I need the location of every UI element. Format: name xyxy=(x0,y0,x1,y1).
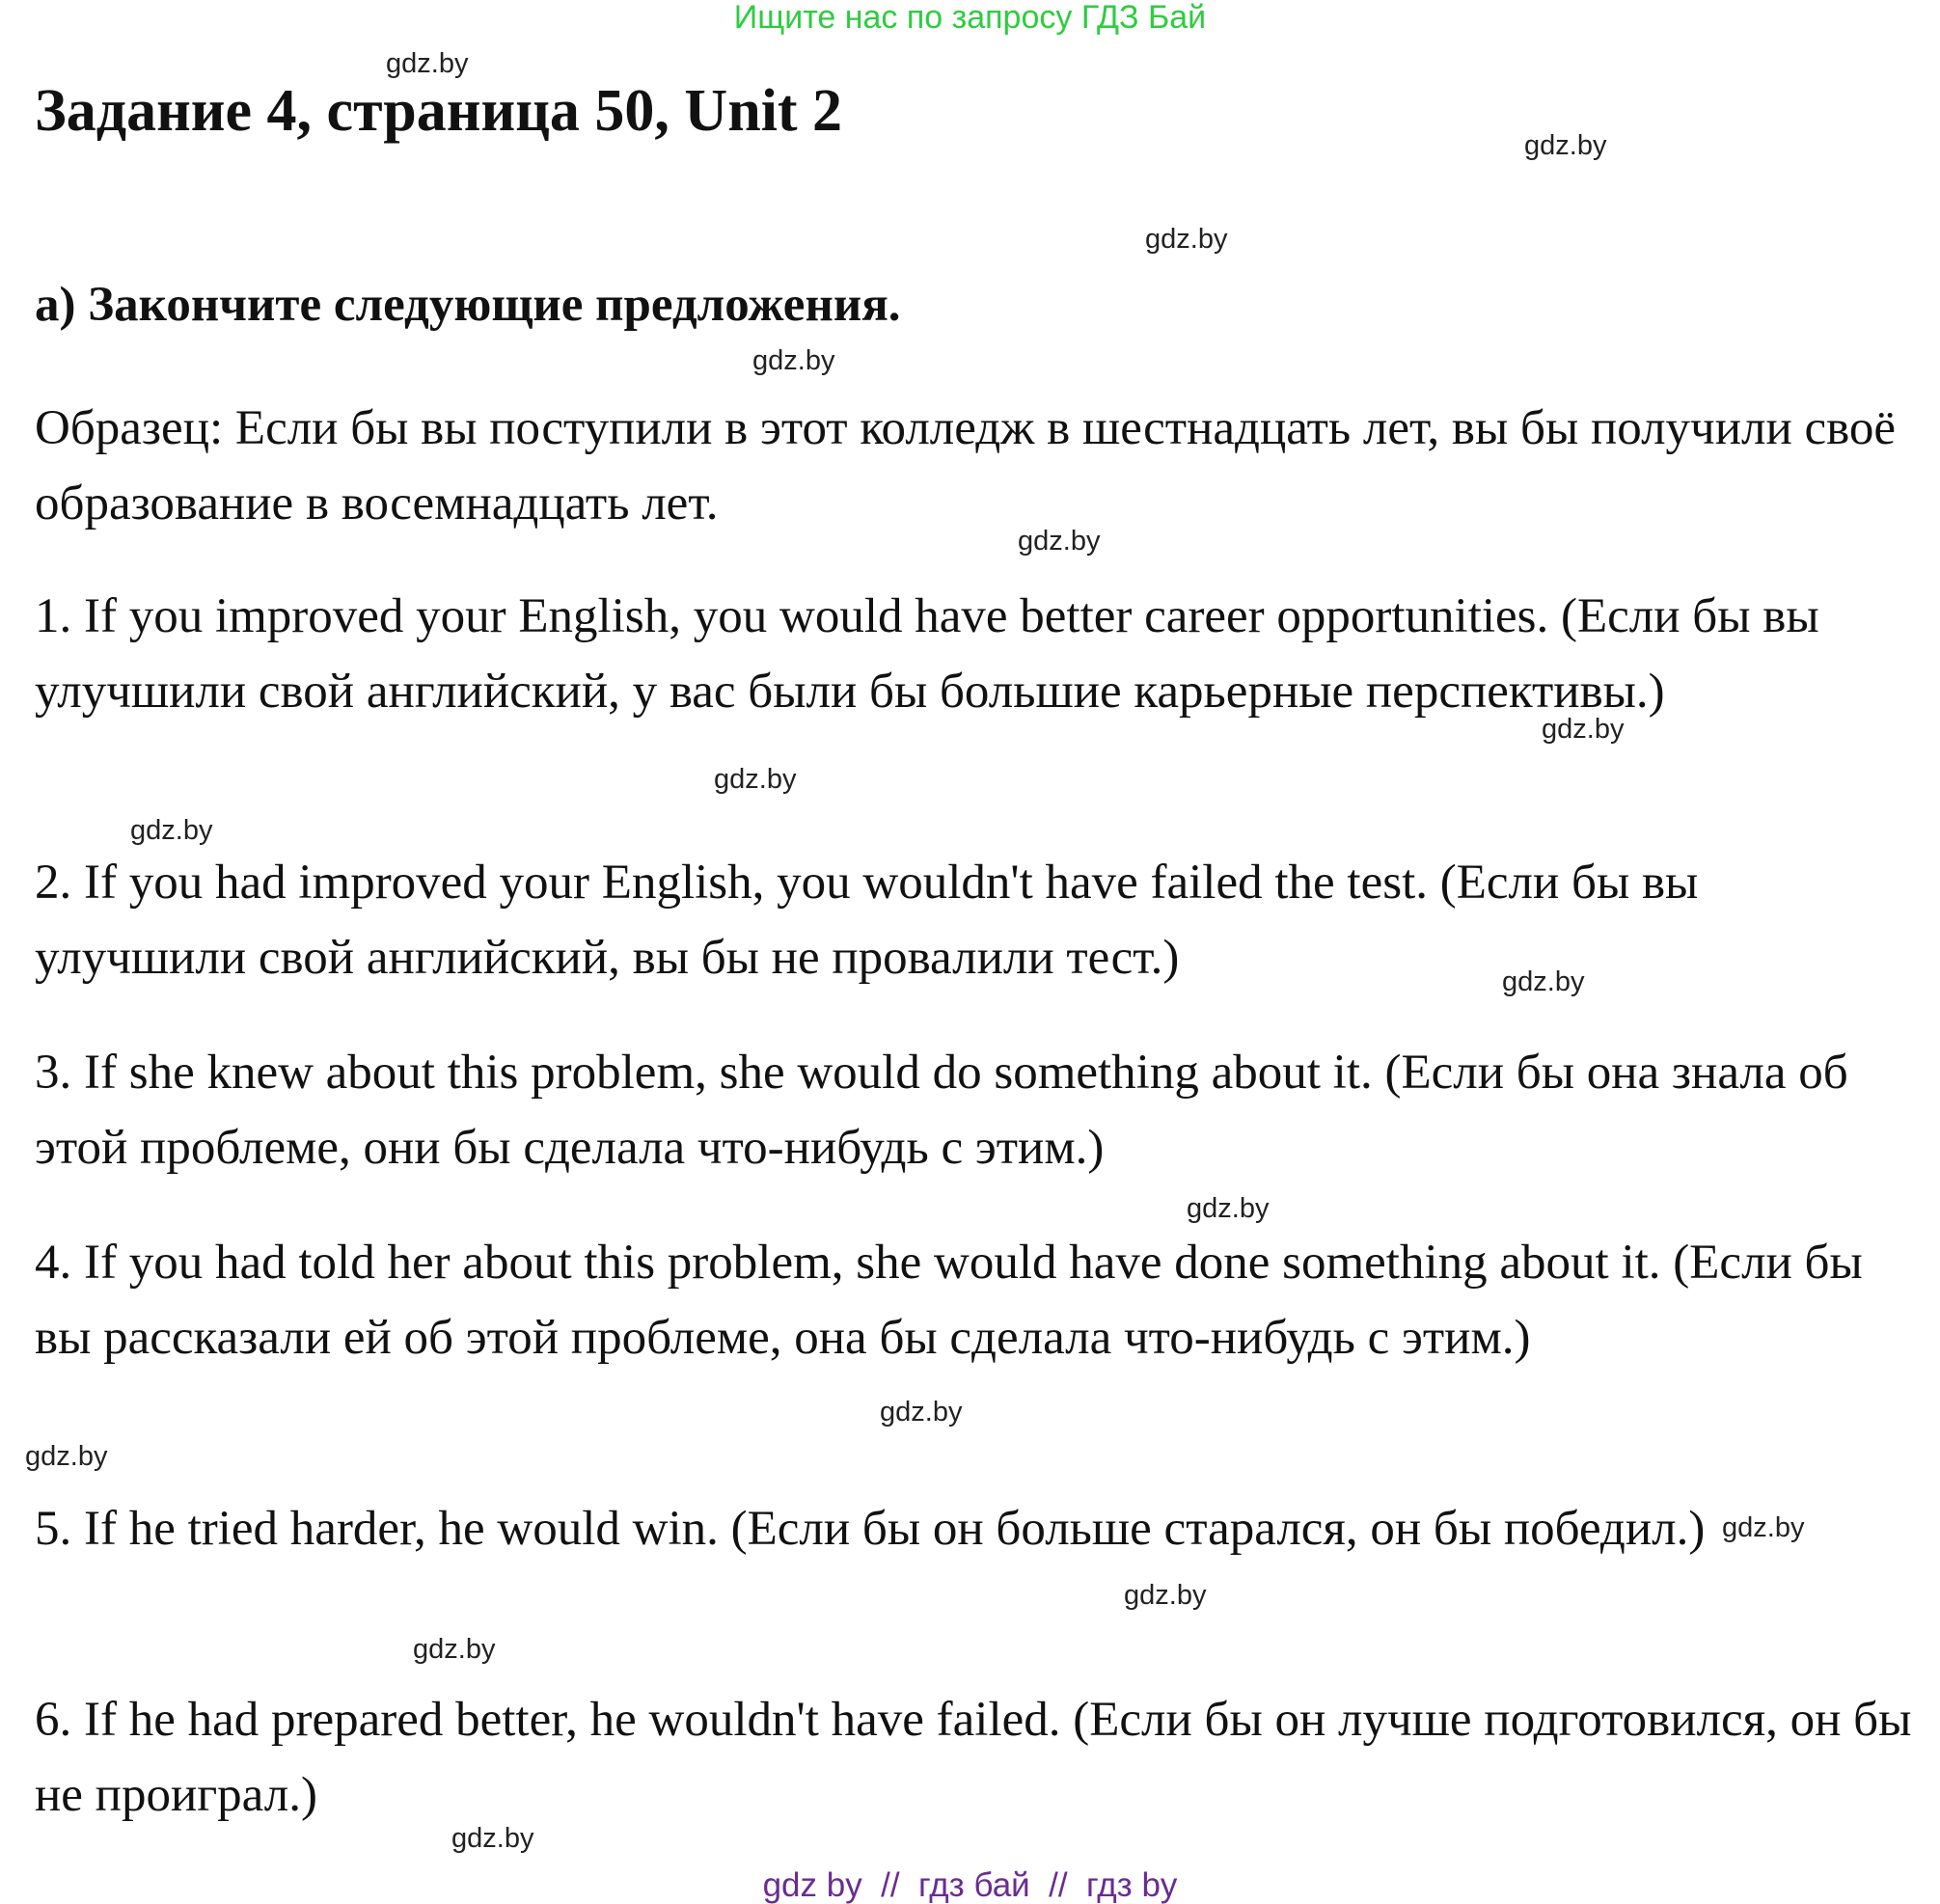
watermark: gdz.by xyxy=(25,1441,108,1472)
search-banner: Ищите нас по запросу ГДЗ Бай xyxy=(733,0,1207,36)
watermark: gdz.by xyxy=(130,815,213,846)
answer-item-3: 3. If she knew about this problem, she would do something about it. (Если бы она знала об этой проблеме, они бы сделала что-нибудь с этим.) xyxy=(35,1046,1848,1175)
watermark: gdz.by xyxy=(1124,1580,1207,1611)
answer-item-5: 5. If he tried harder, he would win. (Если бы он больше старался, он бы победил.) xyxy=(35,1502,1706,1556)
footer-links: gdz by // гдз бай // гдз by xyxy=(762,1866,1178,1904)
watermark: gdz.by xyxy=(1722,1512,1805,1543)
watermark: gdz.by xyxy=(1187,1193,1270,1224)
answer-item-2: 2. If you had improved your English, you wouldn't have failed the test. (Если бы вы улучшили свой английский, вы бы не провалили тест.) xyxy=(35,856,1699,985)
watermark: gdz.by xyxy=(1145,224,1228,255)
answer-item-1: 1. If you improved your English, you would have better career opportunities. (Если бы вы улучшили свой английский, у вас были бы большие карьерные перспективы.) xyxy=(35,589,1819,719)
watermark: gdz.by xyxy=(1502,966,1585,997)
watermark: gdz.by xyxy=(1524,130,1607,161)
watermark: gdz.by xyxy=(451,1823,534,1854)
watermark: gdz.by xyxy=(752,345,835,376)
task-subtitle: а) Закончите следующие предложения. xyxy=(35,278,901,332)
watermark: gdz.by xyxy=(1542,714,1625,745)
answer-item-4: 4. If you had told her about this problem, she would have done something about it. (Если бы вы рассказали ей об этой проблеме, она бы сделала что-нибудь с этим.) xyxy=(35,1236,1863,1365)
watermark: gdz.by xyxy=(1018,526,1101,557)
watermark: gdz.by xyxy=(714,764,797,795)
watermark: gdz.by xyxy=(413,1634,496,1665)
watermark: gdz.by xyxy=(386,48,469,79)
answer-item-6: 6. If he had prepared better, he wouldn't have failed. (Если бы он лучше подготовился, он бы не проиграл.) xyxy=(35,1693,1912,1822)
watermark: gdz.by xyxy=(880,1397,963,1428)
page-title: Задание 4, страница 50, Unit 2 xyxy=(35,78,843,144)
example-paragraph: Образец: Если бы вы поступили в этот колледж в шестнадцать лет, вы бы получили своё образование в восемнадцать лет. xyxy=(35,401,1896,530)
